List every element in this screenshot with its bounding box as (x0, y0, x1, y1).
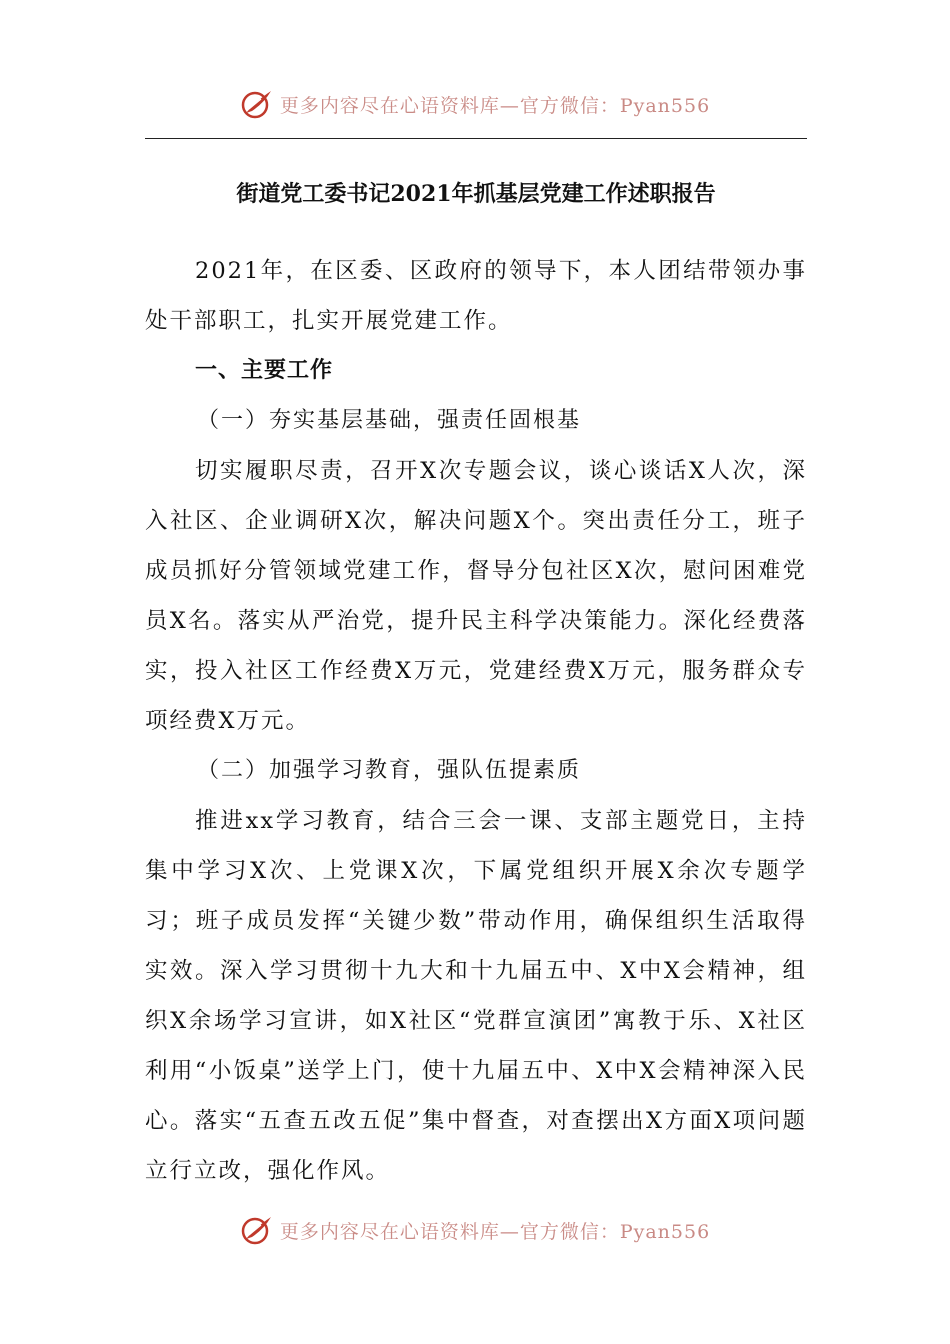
intro-paragraph: 2021年，在区委、区政府的领导下，本人团结带领办事处干部职工，扎实开展党建工作。 (145, 258, 807, 334)
subsection-heading-1: （一）夯实基层基础，强责任固根基 (197, 408, 582, 433)
footer-watermark (0, 1210, 950, 1250)
subsection-heading-2: （二）加强学习教育，强队伍提素质 (197, 758, 582, 783)
document-body (145, 246, 807, 1196)
subsection-1-paragraph: 切实履职尽责，召开X次专题会议，谈心谈话X人次，深入社区、企业调研X次，解决问题X个。突出责任分工，班子成员抓好分管领域党建工作，督导分包社区X次，慰问困难党员X名。落实从严治党，提升民主科学决策能力。深化经费落实，投入社区工作经费X万元，党建经费X万元，服务群众专项经费X万元。 (145, 458, 807, 734)
quill-logo-icon (240, 1213, 274, 1247)
section-heading-main-work: 一、主要工作 (195, 358, 334, 383)
document-title: 街道党工委书记2021年抓基层党建工作述职报告 (236, 181, 716, 207)
watermark-text: 更多内容尽在心语资料库—官方微信：Pyan556 (279, 94, 711, 117)
quill-logo-icon (240, 87, 274, 121)
subsection-2-paragraph: 推进xx学习教育，结合三会一课、支部主题党日，主持集中学习X次、上党课X次，下属党组织开展X余次专题学习；班子成员发挥“关键少数”带动作用，确保组织生活取得实效。深入学习贯彻十九大和十九届五中、X中X会精神，组织X余场学习宣讲，如X社区“党群宣演团”寓教于乐、X社区利用“小饭桌”送学上门，使十九届五中、X中X会精神深入民心。落实“五查五改五促”集中督查，对查摆出X方面X项问题立行立改，强化作风。 (145, 808, 807, 1184)
header-divider (145, 138, 807, 139)
watermark-text: 更多内容尽在心语资料库—官方微信：Pyan556 (279, 1220, 711, 1243)
header-watermark (0, 84, 950, 124)
